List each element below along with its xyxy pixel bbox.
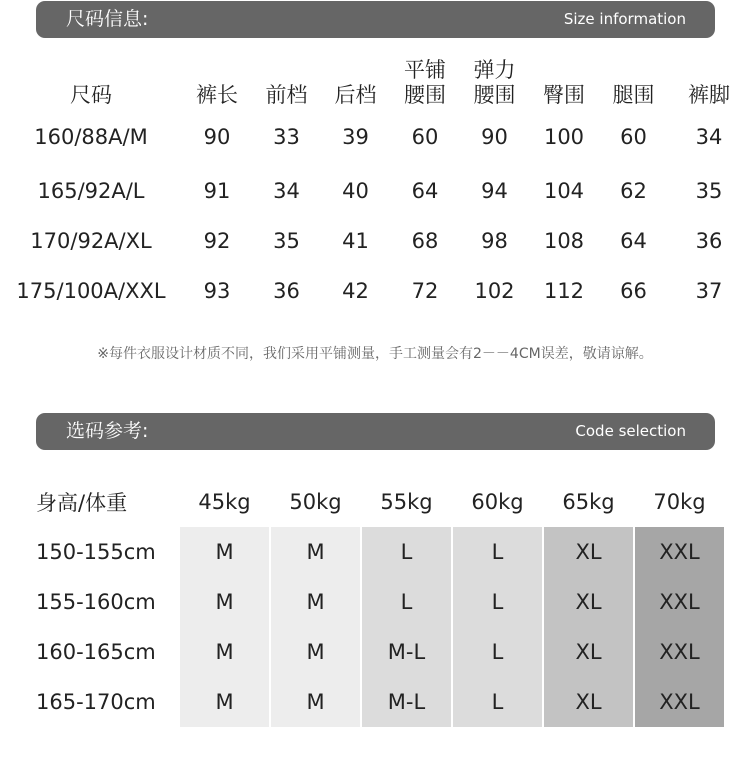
height-range-cell: 150-155cm — [26, 527, 178, 577]
header-pants-length: 裤长 — [196, 83, 238, 107]
header-hip: 臀围 — [543, 83, 585, 107]
recommended-size-cell: XXL — [635, 627, 724, 677]
table-row — [0, 266, 750, 316]
measurement-cell: 39 — [342, 125, 369, 149]
measurement-cell: 98 — [481, 229, 508, 253]
table-row — [26, 677, 724, 727]
measurement-cell: 64 — [411, 179, 439, 203]
measurement-cell: 91 — [203, 179, 231, 203]
measurement-cell: 66 — [620, 279, 647, 303]
header-weight: 65kg — [562, 490, 615, 514]
measurement-cell: 102 — [474, 279, 515, 303]
recommended-size-cell: XL — [544, 677, 633, 727]
table-row — [26, 577, 724, 627]
measurement-cell: 40 — [342, 179, 369, 203]
measurement-cell: 36 — [695, 229, 723, 253]
code-selection-banner — [36, 413, 715, 450]
height-range-cell: 155-160cm — [26, 577, 178, 627]
measurement-cell: 100 — [543, 125, 585, 149]
size-information-banner — [36, 1, 715, 38]
measurement-cell: 35 — [695, 179, 723, 203]
table-row — [26, 627, 724, 677]
header-weight: 50kg — [289, 490, 342, 514]
measurement-cell: 90 — [203, 125, 231, 149]
table-row — [26, 527, 724, 577]
measurement-cell: 112 — [543, 279, 585, 303]
measurement-cell: 64 — [620, 229, 647, 253]
measurement-cell: 62 — [620, 179, 647, 203]
header-weight: 60kg — [471, 490, 524, 514]
measurement-cell: 93 — [203, 279, 231, 303]
recommended-size-cell: M — [271, 577, 360, 627]
recommended-size-cell: M — [180, 577, 269, 627]
header-flat-waist: 平铺 腰围 — [404, 58, 446, 107]
code-selection-table — [24, 477, 726, 727]
code-selection-title: 选码参考: — [66, 420, 149, 442]
recommended-size-cell: M — [180, 677, 269, 727]
header-weight: 55kg — [380, 490, 433, 514]
recommended-size-cell: L — [453, 627, 542, 677]
recommended-size-cell: M — [271, 677, 360, 727]
height-range-cell: 165-170cm — [26, 677, 178, 727]
recommended-size-cell: M-L — [362, 627, 451, 677]
recommended-size-cell: M — [271, 627, 360, 677]
measurement-cell: 41 — [342, 229, 369, 253]
recommended-size-cell: XL — [544, 527, 633, 577]
measurement-cell: 92 — [203, 229, 231, 253]
recommended-size-cell: M — [180, 627, 269, 677]
size-label-cell: 170/92A/XL — [30, 229, 152, 253]
table-row — [0, 108, 750, 166]
measurement-cell: 90 — [481, 125, 508, 149]
recommended-size-cell: L — [453, 677, 542, 727]
recommended-size-cell: XXL — [635, 577, 724, 627]
table-row — [0, 216, 750, 266]
measurement-cell: 68 — [411, 229, 439, 253]
recommended-size-cell: M-L — [362, 677, 451, 727]
header-thigh: 腿围 — [612, 83, 655, 107]
recommended-size-cell: XXL — [635, 527, 724, 577]
size-info-title-en: Size information — [563, 10, 686, 28]
header-hem: 裤脚 — [688, 83, 730, 107]
measurement-note: ※每件衣服设计材质不同，我们采用平铺测量，手工测量会有2－－4CM误差，敬请谅解。 — [97, 346, 653, 362]
measurement-cell: 34 — [695, 125, 723, 149]
height-range-cell: 160-165cm — [26, 627, 178, 677]
recommended-size-cell: L — [362, 577, 451, 627]
measurement-cell: 94 — [481, 179, 508, 203]
size-info-title: 尺码信息: — [66, 8, 149, 30]
size-table — [0, 46, 750, 316]
measurement-cell: 34 — [273, 179, 300, 203]
header-size: 尺码 — [70, 83, 112, 107]
header-weight: 70kg — [653, 490, 706, 514]
measurement-cell: 108 — [543, 229, 585, 253]
recommended-size-cell: L — [453, 577, 542, 627]
measurement-cell: 60 — [411, 125, 439, 149]
measurement-cell: 35 — [273, 229, 300, 253]
size-label-cell: 160/88A/M — [34, 125, 148, 149]
recommended-size-cell: XXL — [635, 677, 724, 727]
code-selection-title-en: Code selection — [575, 422, 686, 440]
size-label-cell: 165/92A/L — [37, 179, 145, 203]
recommended-size-cell: L — [362, 527, 451, 577]
recommended-size-cell: M — [271, 527, 360, 577]
header-back-rise: 后档 — [334, 83, 377, 107]
header-front-rise: 前档 — [265, 83, 308, 107]
recommended-size-cell: M — [180, 527, 269, 577]
measurement-cell: 33 — [273, 125, 300, 149]
measurement-cell: 42 — [342, 279, 369, 303]
measurement-cell: 36 — [273, 279, 300, 303]
measurement-cell: 72 — [411, 279, 439, 303]
size-label-cell: 175/100A/XXL — [16, 279, 166, 303]
recommended-size-cell: XL — [544, 577, 633, 627]
measurement-cell: 37 — [695, 279, 723, 303]
header-weight: 45kg — [198, 490, 251, 514]
measurement-cell: 60 — [620, 125, 647, 149]
header-height-weight: 身高/体重 — [26, 477, 178, 527]
measurement-cell: 104 — [543, 179, 585, 203]
header-stretch-waist: 弹力 腰围 — [473, 58, 516, 107]
recommended-size-cell: L — [453, 527, 542, 577]
table-row — [0, 166, 750, 216]
recommended-size-cell: XL — [544, 627, 633, 677]
